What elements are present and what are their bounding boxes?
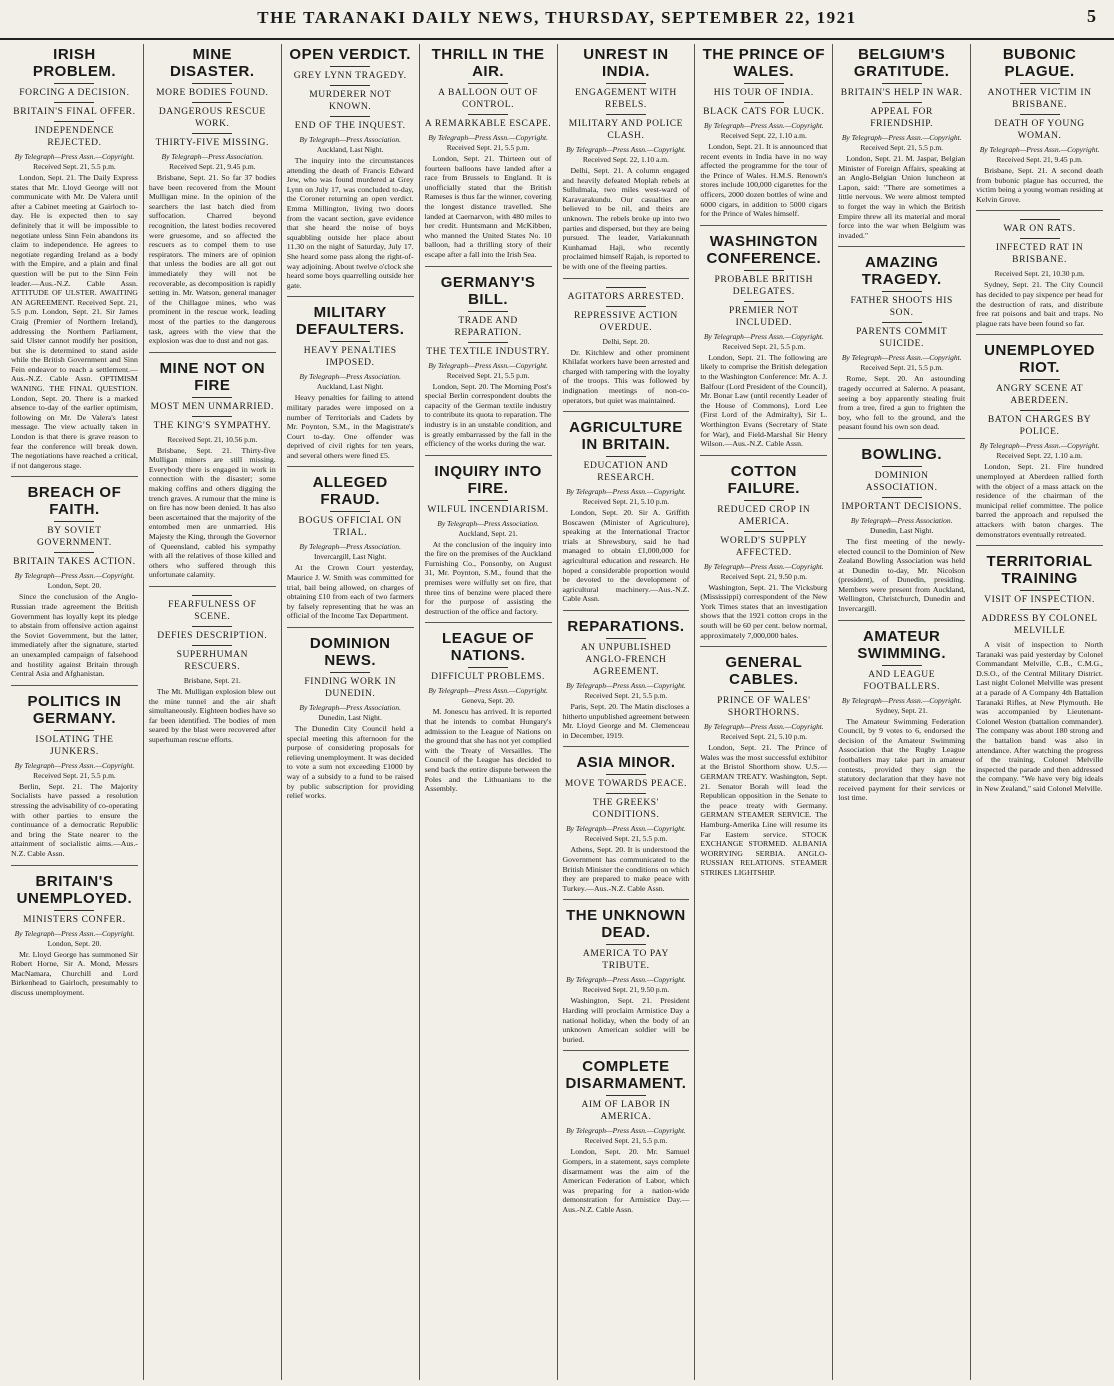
story-subheading: AMERICA TO PAY TRIBUTE.: [582, 949, 669, 972]
story-body: Berlin, Sept. 21. The Majority Socialists have passed a resolution stressing the advisability of co-operating with other parties to ensure the continuance of a democratic Republic and bring the State nearer to the attainment of socialistic aims.—Aus.-N.Z. Cable Assn.: [11, 781, 138, 858]
divider: [882, 497, 922, 498]
wire-credit: By Telegraph—Press Assn.—Copyright.: [566, 824, 686, 834]
story-headline: LEAGUE OF NATIONS.: [442, 630, 535, 665]
divider: [606, 114, 646, 115]
dateline: Received Sept. 21, 9.50 p.m.: [582, 985, 670, 995]
story-body: London, Sept. 21. The Daily Express states that Mr. Lloyd George will not communicate with Mr. De Valera until after a Cabinet meeting at Gairloch to-day. He is expected then to say definitely that it will be impossible to negotiate unless Sinn Fein abandons its claim to independence. He agrees to negotiate regarding Ireland as a body with the Empire, and a plain and final question will be put to the Sinn Fein leader.—Aus.-N.Z. Cable Assn. ATTITUDE OF ULSTER. AWAITING AN AGREEMENT. Received Sept. 21, 5.5 p.m. London, Sept. 21. Sir James Craig (Premier of Northern Ireland), addressing the Northern Parliament, said Ulster cannot modify her position, but she is determined to stand aside while the British Government and Sinn Fein endeavor to reach a settlement.—Aus.-N.Z. Cable Assn. OPTIMISM WANING. THE FINAL QUESTION. London, Sept. 20. There is a marked absence to-day of the earlier optimism, following on Mr. De Valera's latest message. The view actually taken in London is that there is grave reason to fear the conference will break down. The negotiations have reached a critical, if not dangerous stage.: [11, 173, 138, 470]
story-headline: BREACH OF FAITH.: [27, 484, 122, 519]
news-story: [838, 438, 965, 614]
story-body: Brisbane, Sept. 21. Thirty-five Mulligan miners are still missing. Everybody there is engaged in work in connection with the disaster; some making coffins and others digging the trench graves. A rumour that the mine is on fire has now been denied. It has also been ascertained that the majority of the entombed men are unmarried. His Majesty the King, through the Governor of Queensland, cabled his sympathy with all the relatives of those killed and others who suffered through this unfortunate calamity.: [148, 445, 276, 580]
story-headline: REPARATIONS.: [567, 618, 685, 636]
dateline: Received Sept. 21, 9.50 p.m.: [720, 571, 808, 581]
wire-credit: By Telegraph—Press Assn.—Copyright.: [14, 571, 135, 581]
dateline: Received Sept. 21, 5.5 p.m.: [584, 834, 668, 844]
story-headline: THE UNKNOWN DEAD.: [566, 907, 686, 942]
divider: [192, 645, 232, 646]
story-body: London, Sept. 21. M. Jaspar, Belgian Minister of Foreign Affairs, speaking at an Anglo-Belgian Union luncheon at Lapon, said: "There are sometimes a little nervous. We were almost tempted to forget the way in which the British Empire threw all its material and moral force into the war when Belgium was invaded.": [838, 154, 966, 240]
dateline: Received Sept. 21, 5.5 p.m.: [860, 363, 944, 373]
news-story: [563, 899, 690, 1044]
wire-credit: By Telegraph—Press Assn.—Copyright.: [979, 145, 1100, 154]
news-story: [700, 455, 827, 641]
story-subheading: TRADE AND REPARATION.: [454, 315, 522, 338]
newspaper-column: [420, 44, 558, 1380]
dateline: Received Sept. 21, 5.5 p.m.: [33, 770, 116, 780]
news-story: [976, 210, 1103, 328]
column-grid: [6, 44, 1108, 1380]
story-subheading: ISOLATING THE JUNKERS.: [35, 734, 114, 757]
divider: [606, 638, 646, 639]
dateline: London, Sept. 20.: [47, 938, 102, 948]
divider: [606, 774, 646, 775]
divider: [54, 521, 94, 522]
wire-credit: By Telegraph—Press Association.: [161, 152, 264, 161]
wire-credit: By Telegraph—Press Assn.—Copyright.: [14, 760, 135, 770]
story-body: London, Sept. 21. It is announced that recent events in India have in no way affected the programme for the tour of the Prince of Wales. H.M.S. Renown's stores include 100,000 cigarettes for the officers, 2000 dozen bottles of wine and 6000 cigars, in addition to 5000 cigars for the Prince of Wales himself.: [700, 142, 828, 219]
divider: [54, 730, 94, 731]
divider: [54, 83, 94, 84]
wire-credit: By Telegraph—Press Assn.—Copyright.: [979, 441, 1100, 451]
newspaper-column: [144, 44, 282, 1380]
story-subheading: THE KING'S SYMPATHY.: [153, 420, 272, 431]
story-headline: BOWLING.: [861, 445, 943, 463]
story-subheading: END OF THE INQUEST.: [294, 121, 406, 131]
story-subheading: PRINCE OF WALES' SHORTHORNS.: [717, 696, 811, 719]
story-subheading: ANGRY SCENE AT ABERDEEN.: [995, 384, 1084, 407]
divider: [882, 102, 922, 103]
dateline: Delhi, Sept. 20.: [602, 336, 650, 346]
wire-credit: By Telegraph—Press Assn.—Copyright.: [841, 695, 962, 705]
divider: [192, 626, 232, 627]
story-body: Athens, Sept. 20. It is understood the Government has communicated to the British Minister the conditions on which they are prepared to make peace with Turkey.—Aus.-N.Z. Cable Assn.: [562, 845, 690, 893]
divider: [468, 114, 508, 115]
story-subheading: MOST MEN UNMARRIED.: [150, 401, 274, 412]
story-body: Mr. Lloyd George has summoned Sir Robert Horne, Sir A. Mond, Messrs MacNamara, Churchill and Lord Birkenhead to Gairloch, presumably to discuss unemployment.: [11, 949, 138, 997]
dateline: Received Sept. 22, 1.10 a.m.: [582, 155, 669, 164]
story-body: At the conclusion of the inquiry into the fire on the premises of the Auckland Furnishing Co., Ponsonby, on August 31, Mr. Poynton, S.M., found that the premises were wilfully set on fire, that three tins of benzine were placed there for the purpose of assisting the destruction of the office and factory.: [424, 539, 552, 616]
story-body: The Amateur Swimming Federation Council, by 9 votes to 6, endorsed the decision of the Amateur Swimming Association that the Rugby League footballers may take part in amateur contests, provided they sign the statutory declaration that they have not received payment for their services or lost time.: [838, 716, 966, 803]
story-subheading: ANOTHER VICTIM IN BRISBANE.: [987, 88, 1092, 110]
divider: [330, 66, 370, 67]
divider: [1020, 114, 1060, 115]
news-story: [563, 1050, 690, 1214]
news-story: [287, 46, 414, 290]
divider: [606, 306, 646, 307]
story-body: London, Sept. 20. Mr. Samuel Gompers, in a statement, says complete disarmament was the aim of the American Federation of Labor, which was preparing for a nation-wide demonstration for Armistice Day.—Aus.-N.Z. Cable Assn.: [562, 1147, 690, 1214]
story-body: London, Sept. 21. Thirteen out of fourteen balloons have landed after a race from Brussels to England. It is unofficially stated that the British Rameses is thus far the winner, covering the longest distance travelled. She landed at Caernarvon, with 480 miles to her credit. Huntsmann and McKibben, who manned the United States No. 10 balloon, had a thrilling story of their escape after a fall into the Irish Sea.: [424, 154, 552, 259]
divider: [54, 102, 94, 103]
story-subheading: DANGEROUS RESCUE WORK.: [158, 107, 266, 129]
news-story: [976, 46, 1103, 204]
dateline: Dunedin, Last Night.: [318, 713, 382, 723]
news-story: [287, 627, 414, 801]
wire-credit: By Telegraph—Press Association.: [850, 515, 953, 525]
dateline: Brisbane, Sept. 21.: [183, 676, 241, 685]
news-story: [976, 545, 1103, 794]
wire-credit: By Telegraph—Press Assn.—Copyright.: [703, 331, 824, 341]
story-body: London, Sept. 21. Fire hundred unemployed at Aberdeen rallied forth with the object of a mass attack on the residence of the chairman of the municipal relief committee. The police barred the approach and repulsed the attackers with baton charges. The demonstrators eventually retreated.: [976, 462, 1103, 539]
dateline: Received Sept. 21, 5.5 p.m.: [722, 341, 806, 351]
story-subheading: MORE BODIES FOUND.: [156, 88, 269, 98]
story-subheading: DOMINION ASSOCIATION.: [865, 470, 938, 493]
story-subheading: BLACK CATS FOR LUCK.: [703, 107, 825, 117]
story-headline: OPEN VERDICT.: [289, 46, 411, 63]
story-subheading: REDUCED CROP IN AMERICA.: [717, 504, 811, 527]
story-body: Brisbane, Sept. 21. A second death from bubonic plague has occurred, the victim being a young woman residing at Kelvin Grove.: [976, 166, 1103, 204]
divider: [606, 456, 646, 457]
story-body: London, Sept. 21. The Prince of Wales was the most successful exhibitor at the Bristol Shorthorn show. U.S.—GERMAN TREATY. Washington, Sept. 21. Senator Borah will lead the Republican opposition in the Senate to the peace treaty with Germany. GERMAN STEAMER SERVICE. The Hamburg-Amerika Line will resume its Far Eastern service. STOCK EXCHANGE STORMED. ALBANIA WORRYING SERBIA. ANGLO-RUSSIAN RELATIONS. STEAMER STRIKES LIGHTSHIP.: [700, 743, 828, 877]
divider: [468, 311, 508, 312]
divider: [882, 291, 922, 292]
divider: [882, 322, 922, 323]
story-headline: ALLEGED FRAUD.: [312, 474, 388, 509]
wire-credit: By Telegraph—Press Assn.—Copyright.: [566, 681, 686, 691]
divider: [468, 500, 508, 501]
divider: [330, 341, 370, 342]
divider: [468, 342, 508, 343]
news-story: [287, 296, 414, 460]
story-subheading: MOVE TOWARDS PEACE.: [564, 779, 688, 790]
story-subheading: PARENTS COMMIT SUICIDE.: [856, 327, 948, 350]
dateline: Received Sept. 21, 5.5 p.m.: [446, 143, 530, 152]
story-headline: ASIA MINOR.: [576, 754, 676, 772]
story-subheading: BRITAIN TAKES ACTION.: [13, 557, 136, 568]
dateline: Received Sept. 21, 5.5 p.m.: [446, 370, 530, 380]
story-headline: AMAZING TRAGEDY.: [861, 254, 942, 289]
news-story: [11, 685, 138, 859]
story-subheading: MINISTERS CONFER.: [23, 914, 126, 925]
divider: [1020, 219, 1060, 220]
divider: [192, 595, 232, 596]
news-story: [287, 466, 414, 621]
story-headline: BELGIUM'S GRATITUDE.: [853, 46, 950, 80]
news-story: [700, 46, 827, 219]
divider: [192, 397, 232, 398]
divider: [330, 511, 370, 512]
dateline: Received Sept. 21, 9.45 p.m.: [996, 155, 1083, 164]
story-subheading: FATHER SHOOTS HIS SON.: [850, 296, 953, 319]
page-number: 5: [1087, 6, 1096, 26]
story-headline: BUBONIC PLAGUE.: [1002, 46, 1077, 80]
story-subheading: MILITARY AND POLICE CLASH.: [568, 119, 684, 141]
story-subheading: PREMIER NOT INCLUDED.: [728, 305, 799, 328]
dateline: Geneva, Sept. 20.: [461, 696, 515, 706]
story-body: Washington, Sept. 21. President Harding will proclaim Armistice Day a national holiday, when the body of an unknown American soldier will be buried.: [562, 996, 690, 1044]
story-subheading: BOGUS OFFICIAL ON TRIAL.: [298, 516, 402, 539]
news-story: [11, 46, 138, 470]
dateline: Auckland, Sept. 21.: [458, 528, 518, 538]
story-subheading: THE TEXTILE INDUSTRY.: [426, 346, 550, 357]
story-body: A visit of inspection to North Taranaki was paid yesterday by Colonel Commandant Melville, C.B., C.M.G., D.S.O., of the Central Military District. Last night Colonel Melville was present at a parade of A Company 4th Battalion Taranaki Rifles, at New Plymouth. He was accompanied by Lieutenant-Colonel Weston (battalion commander). The company was about 180 strong and the battalion band was also in attendance. After watching the progress of the training, Colonel Melville inspected the parade and then addressed the company. "We have very big ideals in New Zealand," said Colonel Melville.: [976, 640, 1103, 793]
divider: [54, 552, 94, 553]
story-subheading: INFECTED RAT IN BRISBANE.: [995, 243, 1084, 266]
story-subheading: IMPORTANT DECISIONS.: [841, 501, 962, 512]
story-body: Washington, Sept. 21. The Vicksburg (Mississippi) correspondent of the New York Times states that an investigation shows that the 1921 cotton crops in the south will be 60 per cent. below normal, approximately 7,000,000 bales.: [700, 582, 828, 640]
wire-credit: By Telegraph—Press Association.: [299, 542, 401, 552]
story-body: Paris, Sept. 20. The Matin discloses a hitherto unpublished agreement between Mr. Lloyd George and M. Clemenceau in December, 1919.: [562, 702, 690, 740]
masthead-title: THE TARANAKI DAILY NEWS, THURSDAY, SEPTEMBER 22, 1921: [257, 8, 857, 27]
masthead: [0, 0, 1114, 40]
divider: [54, 910, 94, 911]
story-subheading: ADDRESS BY COLONEL MELVILLE: [981, 614, 1098, 637]
wire-credit: By Telegraph—Press Assn.—Copyright.: [703, 722, 824, 732]
story-headline: COMPLETE DISARMAMENT.: [565, 1058, 687, 1093]
story-headline: THE PRINCE OF WALES.: [702, 46, 825, 80]
story-headline: IRISH PROBLEM.: [32, 46, 117, 80]
dateline: Received Sept. 21, 10.30 p.m.: [994, 269, 1085, 279]
news-story: [563, 411, 690, 604]
story-headline: AGRICULTURE IN BRITAIN.: [569, 419, 683, 454]
dateline: Dunedin, Last Night.: [870, 525, 934, 535]
story-headline: MINE NOT ON FIRE: [159, 359, 266, 394]
story-body: The Dunedin City Council held a special meeting this afternoon for the purpose of considering proposals for relieving unemployment. It was decided to vote a sum not exceeding £1000 by way of a subsidy to a fund to be raised by public subscription for providing relief works.: [286, 724, 414, 801]
wire-credit: By Telegraph—Press Assn.—Copyright.: [566, 975, 686, 985]
news-story: [11, 865, 138, 998]
dateline: Received Sept. 21, 5.10 p.m.: [720, 732, 808, 742]
divider: [744, 301, 784, 302]
story-headline: MILITARY DEFAULTERS.: [295, 304, 405, 339]
story-headline: GERMANY'S BILL.: [440, 273, 536, 308]
wire-credit: By Telegraph—Press Assn.—Copyright.: [566, 487, 686, 497]
news-story: [700, 225, 827, 449]
dateline: Received Sept. 22, 1.10 a.m.: [720, 131, 807, 140]
news-story: [149, 46, 276, 346]
divider: [744, 500, 784, 501]
story-body: Delhi, Sept. 21. A column engaged and heavily defeated Moplah rebels at Sullulmala, two miles west-ward of Karavarakundu. Our casualties are believed to be nil, and theirs are unknown. The rebels broke up into two parties and dispersed, but they are being pursued. The leader, Variakunnath Kunhamad Haji, who recently proclaimed himself Rajah, is reported to be with one of the fleeing parties.: [562, 166, 690, 271]
news-story: [149, 586, 276, 745]
wire-credit: By Telegraph—Press Assn.—Copyright.: [841, 353, 962, 363]
newspaper-column: [282, 44, 420, 1380]
story-headline: BRITAIN'S UNEMPLOYED.: [16, 872, 133, 907]
wire-credit: By Telegraph—Press Assn.—Copyright.: [428, 133, 548, 142]
story-subheading: FORCING A DECISION.: [19, 88, 130, 98]
dateline: Auckland, Last Night.: [316, 145, 384, 154]
story-headline: MINE DISASTER.: [170, 46, 255, 80]
story-subheading: AND LEAGUE FOOTBALLERS.: [863, 669, 940, 692]
dateline: Received Sept. 21, 5.5 p.m.: [33, 162, 116, 171]
story-subheading: A BALLOON OUT OF CONTROL.: [438, 88, 539, 110]
divider: [192, 102, 232, 103]
wire-credit: By Telegraph—Press Association.: [299, 703, 401, 713]
divider: [744, 531, 784, 532]
newspaper-column: [833, 44, 971, 1380]
newspaper-column: [6, 44, 144, 1380]
dateline: Sydney, Sept. 21.: [875, 705, 928, 715]
dateline: Auckland, Last Night.: [316, 382, 384, 392]
story-subheading: BRITAIN'S HELP IN WAR.: [840, 88, 963, 98]
divider: [468, 83, 508, 84]
divider: [744, 270, 784, 271]
story-subheading: FEARFULNESS OF SCENE.: [168, 600, 257, 622]
news-story: [838, 46, 965, 240]
news-story: [425, 455, 552, 617]
story-body: London, Sept. 20. Sir A. Griffith Boscawen (Minister of Agriculture), speaking at the International Tractor trials at Shrewsbury, said he had managed to obtain £1,000,000 for agricultural education and research. He hoped a considerable proportion would be devoted to the development of agricultural machinery.—Aus.-N.Z. Cable Assn.: [562, 508, 690, 604]
story-body: Dr. Kitchlew and other prominent Khilafat workers have been arrested and charged with tampering with the loyalty of the troops. This was followed by indignation meetings of non-co-operators, but quiet was maintained.: [562, 347, 690, 405]
story-subheading: INDEPENDENCE REJECTED.: [34, 126, 115, 148]
wire-credit: By Telegraph—Press Assn.—Copyright.: [703, 121, 824, 130]
news-story: [563, 746, 690, 893]
news-story: [425, 46, 552, 260]
divider: [192, 416, 232, 417]
story-body: The inquiry into the circumstances attending the death of Francis Edward Jew, who was found murdered at Grey Lynn on July 17, was concluded to-day, the Coroner returning an open verdict. Emma Millington, living two doors from the vacant section, gave evidence that she heard the noise of boys squabbling outside her place about 11.30 on the night of Saturday, July 17. She heard some pass along the right-of-way adjoining. About twelve o'clock she heard some boys quarrelling outside her gate.: [286, 156, 414, 290]
story-subheading: BRITAIN'S FINAL OFFER.: [13, 107, 136, 117]
divider: [882, 466, 922, 467]
story-subheading: GREY LYNN TRAGEDY.: [293, 71, 407, 81]
story-headline: UNREST IN INDIA.: [583, 46, 669, 80]
dateline: Received Sept. 21, 5.5 p.m.: [860, 143, 944, 152]
story-subheading: AIM OF LABOR IN AMERICA.: [581, 1100, 671, 1123]
wire-credit: By Telegraph—Press Association.: [299, 135, 401, 144]
newspaper-column: [558, 44, 696, 1380]
wire-credit: By Telegraph—Press Assn.—Copyright.: [428, 360, 548, 370]
story-subheading: EDUCATION AND RESEARCH.: [583, 461, 669, 484]
story-subheading: THIRTY-FIVE MISSING.: [155, 138, 269, 148]
story-subheading: BATON CHARGES BY POLICE.: [987, 415, 1092, 438]
divider: [1020, 609, 1060, 610]
wire-credit: By Telegraph—Press Association.: [437, 518, 539, 528]
story-body: Sydney, Sept. 21. The City Council has decided to pay sixpence per head for the destruction of rats, and distribute free rat poisons and bait and traps. No plague rats have been found so far.: [976, 280, 1103, 328]
story-body: The first meeting of the newly-elected council to the Dominion of New Zealand Bowling Association was held at Dunedin to-day, Mr. Nicolson (president), of Dunedin, presiding. Members were present from Auckland, Wellington, Christchurch, Dunedin and Invercargill.: [838, 536, 966, 614]
story-headline: DOMINION NEWS.: [309, 635, 391, 670]
divider: [606, 944, 646, 945]
dateline: Received Sept. 21, 5.10 p.m.: [582, 497, 670, 507]
wire-credit: By Telegraph—Press Assn.—Copyright.: [841, 133, 962, 142]
divider: [54, 121, 94, 122]
story-headline: WASHINGTON CONFERENCE.: [706, 232, 822, 267]
divider: [606, 1095, 646, 1096]
story-subheading: SUPERHUMAN RESCUERS.: [176, 650, 249, 672]
story-subheading: THE GREEKS' CONDITIONS.: [592, 798, 660, 821]
divider: [606, 793, 646, 794]
dateline: Received Sept. 21, 9.45 p.m.: [169, 162, 256, 171]
story-subheading: DEFIES DESCRIPTION.: [157, 631, 268, 641]
dateline: London, Sept. 20.: [47, 581, 102, 591]
divider: [468, 667, 508, 668]
divider: [330, 116, 370, 117]
news-story: [563, 46, 690, 272]
divider: [744, 102, 784, 103]
story-subheading: HEAVY PENALTIES IMPOSED.: [303, 346, 397, 369]
story-subheading: AN UNPUBLISHED ANGLO-FRENCH AGREEMENT.: [580, 643, 672, 678]
story-subheading: DEATH OF YOUNG WOMAN.: [994, 119, 1085, 141]
news-story: [425, 266, 552, 449]
story-subheading: A REMARKABLE ESCAPE.: [424, 119, 552, 129]
story-headline: TERRITORIAL TRAINING: [986, 553, 1093, 588]
news-story: [149, 352, 276, 580]
divider: [744, 691, 784, 692]
story-subheading: FINDING WORK IN DUNEDIN.: [304, 677, 397, 700]
news-story: [425, 622, 552, 793]
news-story: [563, 278, 690, 406]
story-body: At the Crown Court yesterday, Maurice J. W. Smith was committed for trial, bail being allowed, on charges of obtaining £10 from each of two farmers by falsely representing that he was an official of the Income Tax Department.: [286, 563, 414, 621]
story-body: London, Sept. 20. The Morning Post's special Berlin correspondent doubts the capacity of the German textile industry to contribute its quota to reparation. The industry is in an unstable condition, and is greatly embarrassed by the fall in the efficiency of the works during the war.: [424, 381, 552, 449]
divider: [192, 133, 232, 134]
divider: [1020, 590, 1060, 591]
news-story: [563, 610, 690, 740]
story-headline: POLITICS IN GERMANY.: [27, 692, 122, 727]
story-body: The Mt. Mulligan explosion blew out the mine tunnel and the air shaft simultaneously. Eighteen bodies have so far been identified. The bodies of men seared by the blast were recovered after superhuman rescue efforts.: [148, 687, 276, 744]
divider: [882, 83, 922, 84]
wire-credit: By Telegraph—Press Assn.—Copyright.: [14, 928, 135, 938]
dateline: Received Sept. 21, 10.56 p.m.: [167, 434, 258, 444]
divider: [606, 83, 646, 84]
story-subheading: PROBABLE BRITISH DELEGATES.: [714, 274, 814, 297]
story-subheading: BY SOVIET GOVERNMENT.: [37, 526, 112, 549]
wire-credit: By Telegraph—Press Assn.—Copyright.: [566, 145, 686, 154]
story-headline: THRILL IN THE AIR.: [431, 46, 545, 80]
divider: [882, 665, 922, 666]
news-story: [11, 476, 138, 678]
story-subheading: REPRESSIVE ACTION OVERDUE.: [573, 310, 678, 333]
dateline: Received Sept. 21, 5.5 p.m.: [584, 691, 668, 701]
story-subheading: VISIT OF INSPECTION.: [984, 595, 1095, 606]
divider: [744, 83, 784, 84]
story-subheading: MURDERER NOT KNOWN.: [309, 90, 392, 112]
divider: [330, 85, 370, 86]
divider: [330, 672, 370, 673]
news-story: [976, 334, 1103, 539]
dateline: Received Sept. 22, 1.10 a.m.: [996, 451, 1083, 461]
story-headline: GENERAL CABLES.: [725, 654, 803, 689]
story-headline: INQUIRY INTO FIRE.: [434, 462, 542, 497]
divider: [1020, 83, 1060, 84]
dateline: Received Sept. 21, 5.5 p.m.: [584, 1136, 668, 1146]
story-subheading: ENGAGEMENT WITH REBELS.: [575, 88, 677, 110]
story-headline: AMATEUR SWIMMING.: [857, 627, 947, 662]
wire-credit: By Telegraph—Press Assn.—Copyright.: [14, 152, 135, 161]
divider: [1020, 238, 1060, 239]
story-body: Brisbane, Sept. 21. So far 37 bodies have been recovered from the Mount Mulligan mine. In the opinion of the searchers the last batch died from suffocation. Charred beyond recognition, the latest bodies recovered were gruesome, and so affected the rescuers as to compel them to use respirators. The miners are of opinion that unless the bodies are all got out immediately they will not be recoverable, as decomposition is rapidly setting in. Mr. Watson, general manager of the Chillagoe mines, who was prominent in the rescue work, leading most of the parties to the dangerous task, agrees with the view that the explosion was due to dust and not gas.: [148, 173, 276, 346]
dateline: Invercargill, Last Night.: [314, 552, 387, 562]
story-headline: COTTON FAILURE.: [727, 462, 800, 497]
divider: [606, 287, 646, 288]
story-body: Heavy penalties for failing to attend military parades were imposed on a number of Territorials and Cadets by Mr. Poynton, S.M., in the Magistrate's Court to-day. One offender was deprived of civil rights for ten years, and several others were fined £5.: [286, 393, 414, 460]
story-body: London, Sept. 21. The following are likely to comprise the British delegation to the Washington Conference: Mr. A. J. Balfour (Lord President of the Council), Mr. Bonar Law (until recently Leader of the House of Commons), Lord Lee (First Lord of the Admiralty), Sir L. Worthington Evans (Secretary of State for War), and Field-Marshal Sir Henry Wilson.—Aus.-N.Z. Cable Assn.: [700, 352, 828, 449]
story-subheading: AGITATORS ARRESTED.: [567, 291, 685, 302]
story-headline: UNEMPLOYED RIOT.: [984, 342, 1095, 377]
news-story: [700, 646, 827, 877]
divider: [192, 83, 232, 84]
divider: [1020, 379, 1060, 380]
news-story: [838, 246, 965, 432]
newspaper-column: [971, 44, 1108, 1380]
wire-credit: By Telegraph—Press Assn.—Copyright.: [428, 686, 548, 696]
story-body: Since the conclusion of the Anglo-Russian trade agreement the British Government has loyally kept its pledge to abstain from offensive action against the Soviet Government, but the latter, immediately after the signature, started an unexampled campaign of falsehood and hostility against Britain through Central Asia and Afghanistan.: [11, 592, 138, 679]
story-subheading: DIFFICULT PROBLEMS.: [431, 672, 545, 683]
story-body: Rome, Sept. 20. An astounding tragedy occurred at Salerno. A peasant, seeing a boy apparently stealing fruit from a tree, fired a gun to frighten the boy, who fell to the ground, and the peasant found his own son dead.: [838, 374, 966, 432]
divider: [1020, 410, 1060, 411]
story-subheading: WAR ON RATS.: [1003, 224, 1076, 235]
wire-credit: By Telegraph—Press Association.: [299, 372, 401, 382]
story-subheading: HIS TOUR OF INDIA.: [713, 88, 814, 98]
story-subheading: APPEAL FOR FRIENDSHIP.: [870, 107, 934, 129]
story-body: M. Jonescu has arrived. It is reported that he intends to combat Hungary's admission to the League of Nations on the ground that she has not yet complied with the Treaty of Versailles. The Council of the League has decided to send back the entire dispute between the Poles and the Lithuanians to the Assembly.: [424, 707, 552, 794]
story-subheading: WILFUL INCENDIARISM.: [427, 504, 549, 515]
wire-credit: By Telegraph—Press Assn.—Copyright.: [703, 561, 824, 571]
wire-credit: By Telegraph—Press Assn.—Copyright.: [566, 1126, 686, 1136]
news-story: [838, 620, 965, 803]
newspaper-column: [695, 44, 833, 1380]
story-subheading: WORLD'S SUPPLY AFFECTED.: [720, 535, 808, 558]
